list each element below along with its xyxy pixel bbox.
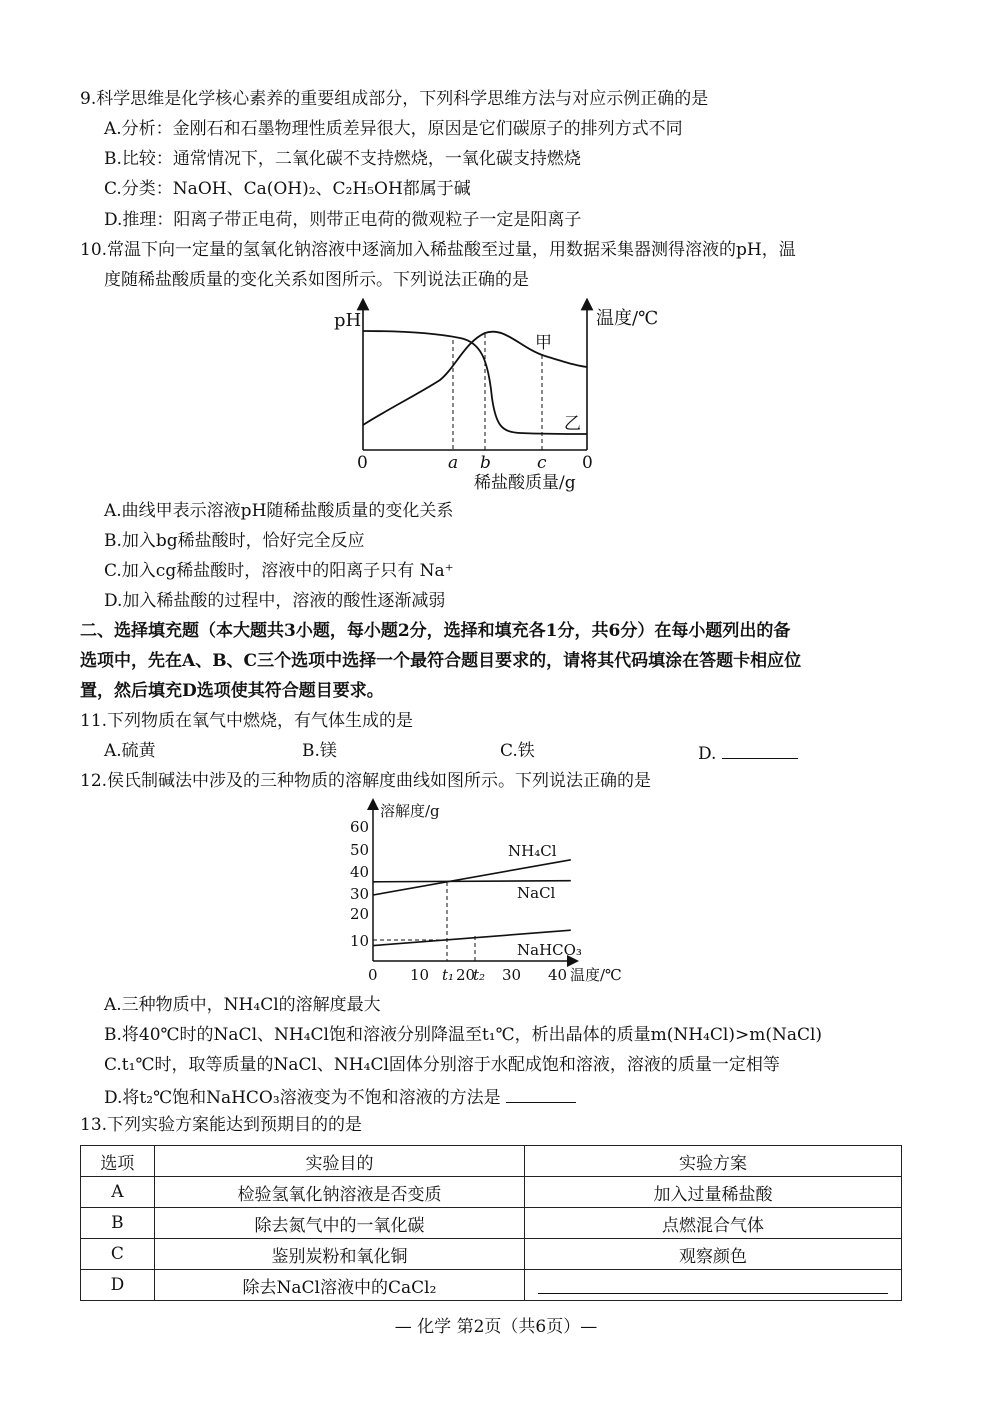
q9-option-c: C.分类：NaOH、Ca(OH)₂、C₂H₅OH都属于碱 bbox=[104, 179, 471, 199]
sol-x-tick-t1: t₁ bbox=[442, 966, 455, 984]
x-tick-a: a bbox=[448, 453, 459, 473]
sol-curve-nacl bbox=[373, 881, 571, 882]
sol-x-tick-20: 20 bbox=[456, 966, 476, 984]
q12-option-b: B.将40℃时的NaCl、NH₄Cl饱和溶液分别降温至t₁℃，析出晶体的质量m(NH₄Cl)>m(NaCl) bbox=[104, 1025, 823, 1045]
q12-option-c: C.t₁℃时，取等质量的NaCl、NH₄Cl固体分别溶于水配成饱和溶液，溶液的质量一定相等 bbox=[104, 1055, 780, 1075]
table-cell: 观察颜色 bbox=[525, 1239, 902, 1270]
table-cell: A bbox=[81, 1177, 155, 1208]
origin-left-label: 0 bbox=[357, 453, 368, 473]
table-cell: 检验氢氧化钠溶液是否变质 bbox=[154, 1177, 524, 1208]
q9-option-b: B.比较：通常情况下，二氧化碳不支持燃烧，一氧化碳支持燃烧 bbox=[104, 149, 581, 169]
section2-line1: 二、选择填充题（本大题共3小题，每小题2分，选择和填充各1分，共6分）在每小题列出的备 bbox=[80, 621, 791, 641]
q11-answer-blank bbox=[722, 740, 798, 759]
table-header: 实验目的 bbox=[154, 1146, 524, 1177]
solubility-chart bbox=[336, 798, 646, 990]
q10-option-b: B.加入bg稀盐酸时，恰好完全反应 bbox=[104, 531, 365, 551]
q12-option-a: A.三种物质中，NH₄Cl的溶解度最大 bbox=[104, 995, 381, 1015]
q11-stem: 11.下列物质在氧气中燃烧，有气体生成的是 bbox=[80, 711, 414, 731]
experiment-table bbox=[80, 1145, 902, 1301]
sol-x-tick-40: 40 bbox=[548, 966, 568, 984]
right-axis-label: 温度/℃ bbox=[596, 308, 659, 329]
sol-y-tick-20: 20 bbox=[350, 905, 370, 923]
sol-x-tick-10: 10 bbox=[410, 966, 430, 984]
sol-y-tick-50: 50 bbox=[350, 841, 370, 859]
table-cell: C bbox=[81, 1239, 155, 1270]
q12-option-d bbox=[104, 1084, 576, 1109]
q13-stem: 13.下列实验方案能达到预期目的的是 bbox=[80, 1115, 363, 1135]
table-row bbox=[81, 1239, 902, 1270]
sol-y-tick-10: 10 bbox=[350, 932, 370, 950]
table-cell: 加入过量稀盐酸 bbox=[525, 1177, 902, 1208]
section2-line3: 置，然后填充D选项使其符合题目要求。 bbox=[80, 681, 384, 701]
q9-stem: 9.科学思维是化学核心素养的重要组成部分，下列科学思维方法与对应示例正确的是 bbox=[80, 89, 709, 109]
table-row bbox=[81, 1270, 902, 1301]
sol-x-tick-30: 30 bbox=[502, 966, 522, 984]
q12-answer-blank bbox=[506, 1084, 576, 1103]
table-header: 选项 bbox=[81, 1146, 155, 1177]
sol-y-tick-60: 60 bbox=[350, 818, 370, 836]
section2-line2: 选项中，先在A、B、C三个选项中选择一个最符合题目要求的，请将其代码填涂在答题卡相应位 bbox=[80, 651, 802, 671]
sol-x-axis-label: 温度/℃ bbox=[570, 966, 622, 984]
sol-x-tick-0: 0 bbox=[368, 966, 378, 984]
table-cell: 鉴别炭粉和氧化铜 bbox=[154, 1239, 524, 1270]
table-row bbox=[81, 1177, 902, 1208]
q9-option-d: D.推理：阳离子带正电荷，则带正电荷的微观粒子一定是阳离子 bbox=[104, 210, 582, 230]
sol-y-tick-40: 40 bbox=[350, 863, 370, 881]
q10-stem-line2: 度随稀盐酸质量的变化关系如图所示。下列说法正确的是 bbox=[104, 270, 529, 290]
ph-temperature-chart bbox=[320, 298, 680, 494]
table-cell: 除去NaCl溶液中的CaCl₂ bbox=[154, 1270, 524, 1301]
table-cell: B bbox=[81, 1208, 155, 1239]
q11-option-a: A.硫黄 bbox=[104, 741, 156, 761]
table-row bbox=[81, 1208, 902, 1239]
series-label-yi: 乙 bbox=[564, 414, 581, 434]
q11-option-d-label: D. bbox=[698, 744, 717, 764]
x-tick-c: c bbox=[537, 453, 547, 473]
table-header-row bbox=[81, 1146, 902, 1177]
sol-label-nahco3: NaHCO₃ bbox=[517, 941, 582, 959]
x-axis-label: 稀盐酸质量/g bbox=[474, 473, 576, 493]
q10-stem-line1: 10.常温下向一定量的氢氧化钠溶液中逐滴加入稀盐酸至过量，用数据采集器测得溶液的pH，温 bbox=[80, 240, 796, 260]
left-axis-label: pH bbox=[334, 310, 362, 331]
q13-answer-blank bbox=[538, 1271, 888, 1294]
q10-option-d: D.加入稀盐酸的过程中，溶液的酸性逐渐减弱 bbox=[104, 591, 446, 611]
sol-y-axis-label: 溶解度/g bbox=[380, 802, 440, 820]
origin-right-label: 0 bbox=[582, 453, 593, 473]
q9-option-a: A.分析：金刚石和石墨物理性质差异很大，原因是它们碳原子的排列方式不同 bbox=[104, 119, 683, 139]
sol-x-tick-t2: t₂ bbox=[473, 966, 486, 984]
q10-option-a: A.曲线甲表示溶液pH随稀盐酸质量的变化关系 bbox=[104, 501, 454, 521]
curve-yi bbox=[363, 331, 587, 434]
q12-option-d-label: D.将t₂℃饱和NaHCO₃溶液变为不饱和溶液的方法是 bbox=[104, 1088, 501, 1108]
table-header: 实验方案 bbox=[525, 1146, 902, 1177]
q12-stem: 12.侯氏制碱法中涉及的三种物质的溶解度曲线如图所示。下列说法正确的是 bbox=[80, 771, 652, 791]
q11-option-d bbox=[698, 740, 798, 765]
page-footer: — 化学 第2页（共6页）— bbox=[394, 1317, 598, 1337]
q11-option-b: B.镁 bbox=[302, 741, 337, 761]
series-label-jia: 甲 bbox=[535, 333, 552, 353]
sol-label-nacl: NaCl bbox=[517, 884, 556, 902]
q11-option-c: C.铁 bbox=[500, 741, 535, 761]
x-tick-b: b bbox=[480, 453, 491, 473]
table-answer-cell bbox=[525, 1270, 902, 1301]
table-cell: 点燃混合气体 bbox=[525, 1208, 902, 1239]
table-cell: 除去氮气中的一氧化碳 bbox=[154, 1208, 524, 1239]
table-cell: D bbox=[81, 1270, 155, 1301]
q10-option-c: C.加入cg稀盐酸时，溶液中的阳离子只有 Na⁺ bbox=[104, 561, 454, 581]
sol-label-nh4cl: NH₄Cl bbox=[508, 842, 557, 860]
sol-y-tick-30: 30 bbox=[350, 885, 370, 903]
